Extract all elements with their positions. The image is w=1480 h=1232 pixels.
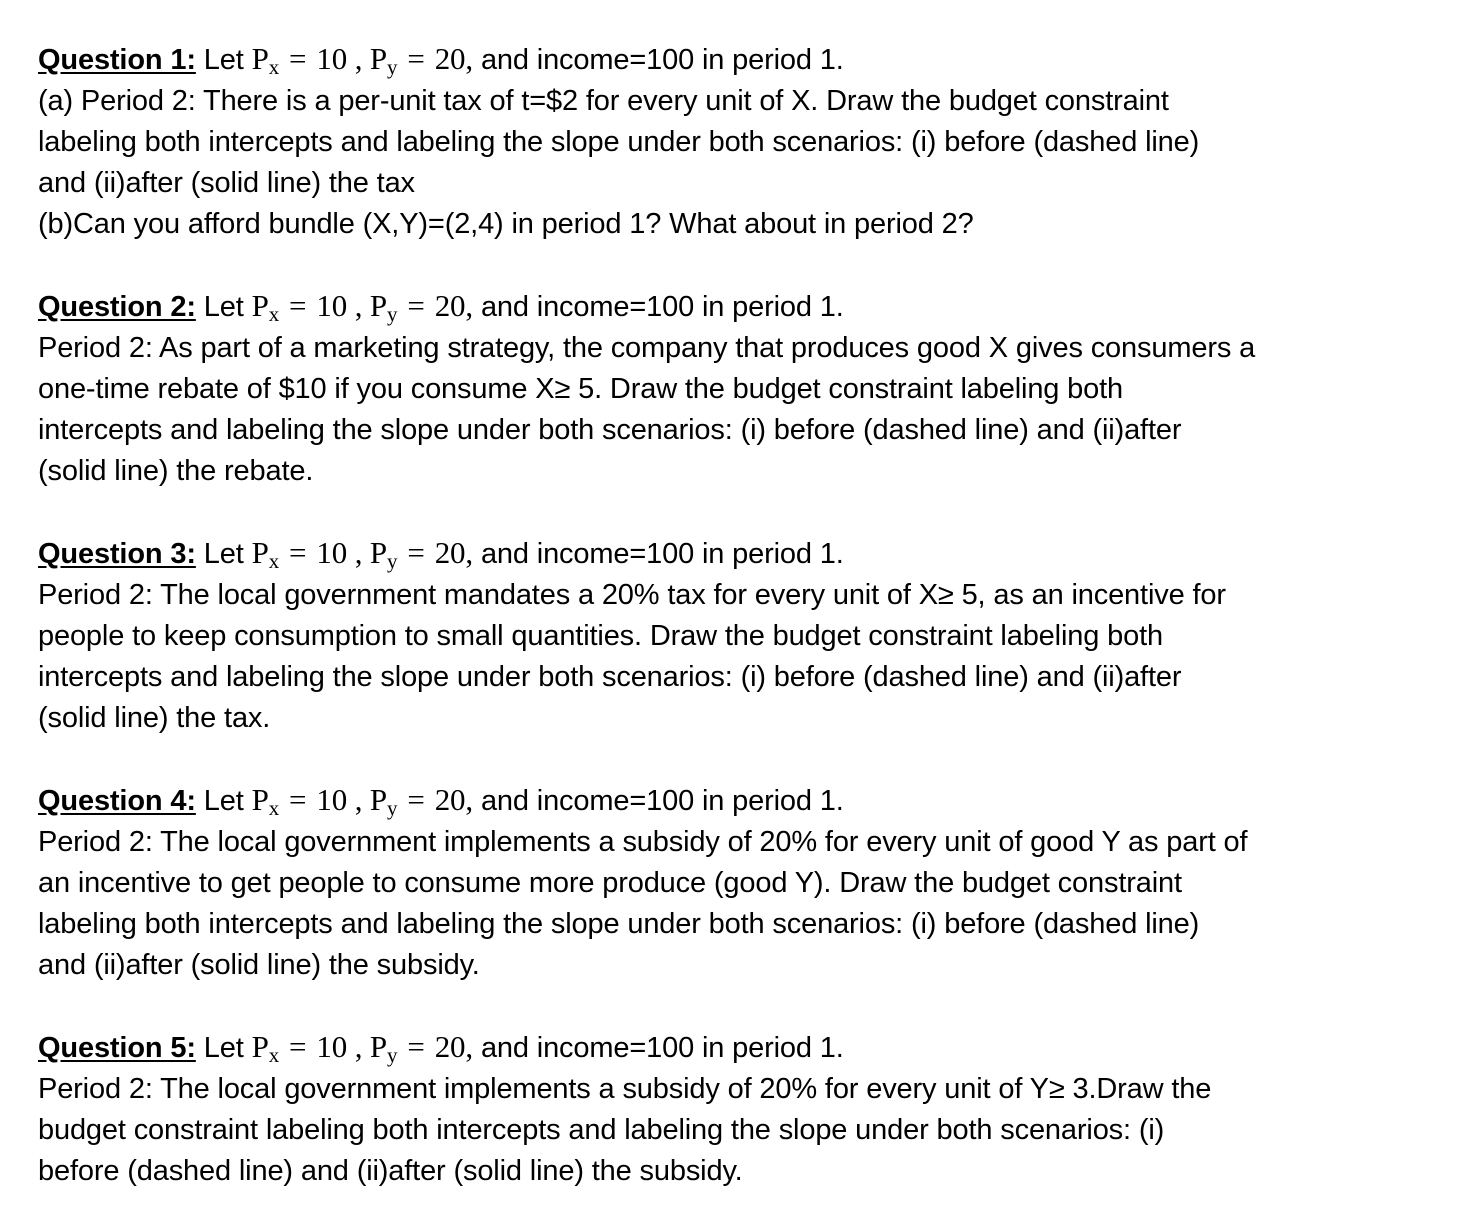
intro-rest: and income=100 in period 1. <box>480 44 844 76</box>
question-text-line: one-time rebate of $10 if you consume X≥ 5. Draw the budget constraint labeling both <box>38 373 1124 405</box>
intro-rest: and income=100 in period 1. <box>480 291 844 323</box>
intro-rest: and income=100 in period 1. <box>480 538 844 570</box>
question-intro <box>38 1026 1458 1069</box>
intro-let: Let <box>203 1032 244 1064</box>
question-text-line: an incentive to get people to consume more produce (good Y). Draw the budget constraint <box>38 867 1182 899</box>
question-text-line: intercepts and labeling the slope under both scenarios: (i) before (dashed line) and (ii)after <box>38 661 1182 693</box>
question-text-line: Period 2: The local government implements a subsidy of 20% for every unit of good Y as part of <box>38 826 1248 858</box>
question-text-line: intercepts and labeling the slope under both scenarios: (i) before (dashed line) and (ii)after <box>38 414 1182 446</box>
question-text-line: labeling both intercepts and labeling the slope under both scenarios: (i) before (dashed line) <box>38 126 1200 158</box>
question-text-line: before (dashed line) and (ii)after (solid line) the subsidy. <box>38 1155 743 1187</box>
intro-let: Let <box>203 44 244 76</box>
question-intro <box>38 38 1458 81</box>
question-text-line: Period 2: The local government implements a subsidy of 20% for every unit of Y≥ 3.Draw the <box>38 1073 1212 1105</box>
question-4 <box>38 779 1458 986</box>
price-x-expression: $P_x = 10$ , $P_y = 20$, <box>251 41 474 79</box>
question-5 <box>38 1026 1458 1192</box>
question-intro <box>38 532 1458 575</box>
price-x-expression: $P_x = 10$ , $P_y = 20$, <box>251 288 474 326</box>
question-text-line: (solid line) the rebate. <box>38 455 314 487</box>
question-text-line: and (ii)after (solid line) the subsidy. <box>38 949 480 981</box>
document-page <box>38 38 1458 1232</box>
question-label: Question 4: <box>38 785 196 817</box>
question-text-line: budget constraint labeling both intercepts and labeling the slope under both scenarios: (i) <box>38 1114 1165 1146</box>
question-text-line: Period 2: As part of a marketing strategy, the company that produces good X gives consumers a <box>38 332 1256 364</box>
question-text-line: and (ii)after (solid line) the tax <box>38 167 415 199</box>
question-2 <box>38 285 1458 492</box>
intro-rest: and income=100 in period 1. <box>480 785 844 817</box>
question-intro <box>38 779 1458 822</box>
price-x-expression: $P_x = 10$ , $P_y = 20$, <box>251 535 474 573</box>
question-3 <box>38 532 1458 739</box>
question-intro <box>38 285 1458 328</box>
question-text-line: labeling both intercepts and labeling the slope under both scenarios: (i) before (dashed line) <box>38 908 1200 940</box>
question-text-line: (solid line) the tax. <box>38 702 271 734</box>
question-1 <box>38 38 1458 245</box>
question-label: Question 1: <box>38 44 196 76</box>
question-text-line: people to keep consumption to small quantities. Draw the budget constraint labeling both <box>38 620 1163 652</box>
price-x-expression: $P_x = 10$ , $P_y = 20$, <box>251 1029 474 1067</box>
intro-let: Let <box>203 785 244 817</box>
question-text-line: (a) Period 2: There is a per-unit tax of t=$2 for every unit of X. Draw the budget constraint <box>38 85 1169 117</box>
question-label: Question 3: <box>38 538 196 570</box>
intro-rest: and income=100 in period 1. <box>480 1032 844 1064</box>
question-text-line: (b)Can you afford bundle (X,Y)=(2,4) in period 1? What about in period 2? <box>38 208 974 240</box>
price-x-expression: $P_x = 10$ , $P_y = 20$, <box>251 782 474 820</box>
intro-let: Let <box>203 538 244 570</box>
question-label: Question 5: <box>38 1032 196 1064</box>
question-label: Question 2: <box>38 291 196 323</box>
question-text-line: Period 2: The local government mandates a 20% tax for every unit of X≥ 5, as an incentive for <box>38 579 1226 611</box>
intro-let: Let <box>203 291 244 323</box>
